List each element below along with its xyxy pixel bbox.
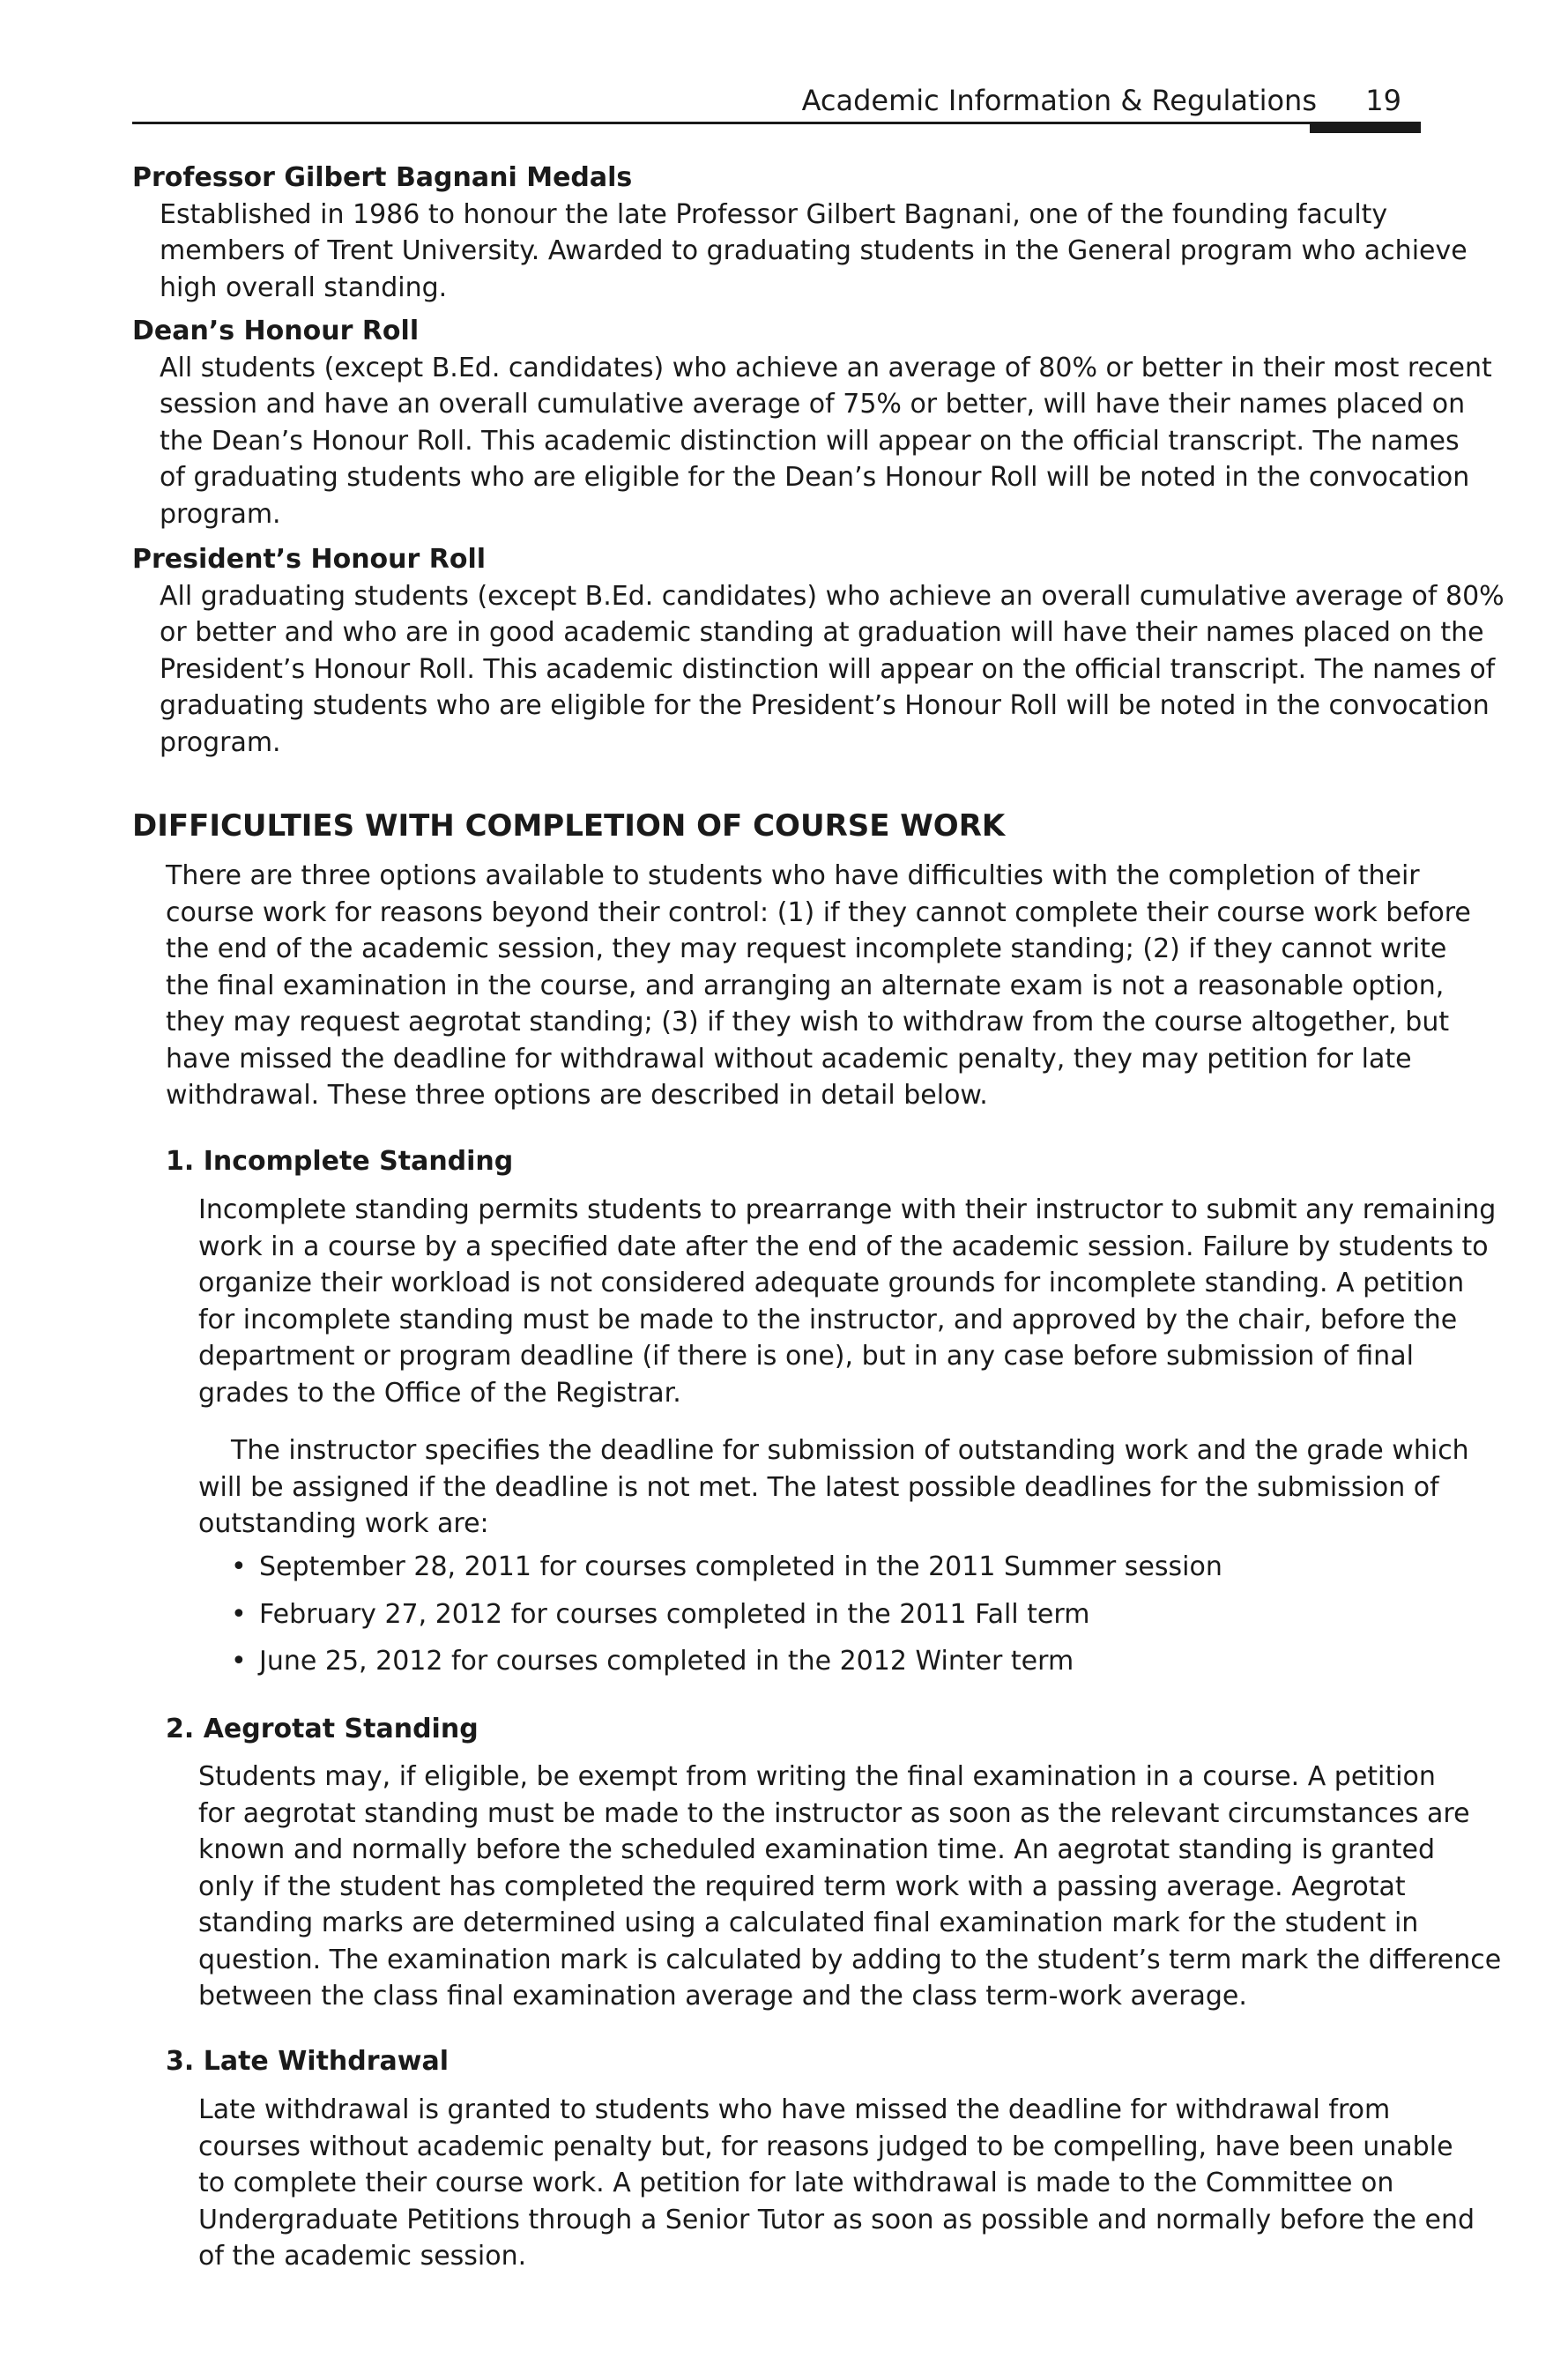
text-line: standing marks are determined using a calculated final examination mark for the student in <box>198 1908 1419 1938</box>
text-line: between the class final examination average and the class term-work average. <box>198 1981 1247 2012</box>
header-tab-marker <box>1310 122 1421 133</box>
text-line: The instructor specifies the deadline for submission of outstanding work and the grade which <box>231 1435 1469 1466</box>
list-item <box>226 1549 1222 1586</box>
text-line: of graduating students who are eligible for the Dean’s Honour Roll will be noted in the convocation <box>160 462 1470 493</box>
deadline-text: September 28, 2011 for courses completed in the 2011 Summer session <box>259 1551 1222 1582</box>
list-item <box>226 1643 1222 1680</box>
text-line: for aegrotat standing must be made to the instructor as soon as the relevant circumstances are <box>198 1797 1470 1829</box>
award-bagnani-medals <box>132 160 1468 306</box>
running-header <box>132 81 1421 123</box>
text-line: graduating students who are eligible for the President’s Honour Roll will be noted in the convocation <box>160 690 1490 721</box>
text-line: will be assigned if the deadline is not met. The latest possible deadlines for the submission of <box>198 1471 1439 1503</box>
deadline-text: June 25, 2012 for courses completed in the 2012 Winter term <box>259 1646 1074 1677</box>
subsection-heading-late-withdrawal: 3. Late Withdrawal <box>166 2046 450 2077</box>
deadline-list <box>226 1549 1222 1691</box>
bullet-glyph: • <box>231 1551 247 1582</box>
section-intro <box>166 858 1471 1114</box>
award-heading: President’s Honour Roll <box>132 544 487 575</box>
list-item <box>226 1596 1222 1633</box>
text-line: the final examination in the course, and arranging an alternate exam is not a reasonable option, <box>166 970 1445 1001</box>
text-line: All graduating students (except B.Ed. candidates) who achieve an overall cumulative average of 80% <box>160 580 1505 612</box>
award-heading: Dean’s Honour Roll <box>132 316 420 346</box>
text-line: the Dean’s Honour Roll. This academic distinction will appear on the official transcript. The names <box>160 425 1460 457</box>
text-line: known and normally before the scheduled examination time. An aegrotat standing is granted <box>198 1834 1436 1865</box>
deadline-text: February 27, 2012 for courses completed in the 2011 Fall term <box>259 1598 1090 1630</box>
award-presidents-honour-roll <box>132 541 1505 761</box>
text-line: they may request aegrotat standing; (3) if they wish to withdraw from the course altogether, but <box>166 1007 1450 1038</box>
text-line: to complete their course work. A petition for late withdrawal is made to the Committee on <box>198 2168 1394 2198</box>
text-line: Undergraduate Petitions through a Senior Tutor as soon as possible and normally before the end <box>198 2204 1475 2235</box>
text-line: the end of the academic session, they may request incomplete standing; (2) if they cannot write <box>166 933 1447 964</box>
text-line: session and have an overall cumulative average of 75% or better, will have their names placed on <box>160 389 1466 420</box>
subsection-heading-incomplete: 1. Incomplete Standing <box>166 1146 514 1177</box>
text-line: Late withdrawal is granted to students who have missed the deadline for withdrawal from <box>198 2094 1391 2125</box>
header-title: Academic Information & Regulations <box>801 84 1317 117</box>
text-line: course work for reasons beyond their control: (1) if they cannot complete their course work before <box>166 896 1471 928</box>
late-withdrawal-para <box>198 2092 1475 2275</box>
text-line: Students may, if eligible, be exempt from writing the final examination in a course. A petition <box>198 1761 1436 1792</box>
header-rule <box>132 122 1421 124</box>
text-line: members of Trent University. Awarded to graduating students in the General program who achieve <box>160 235 1468 266</box>
text-line: Incomplete standing permits students to prearrange with their instructor to submit any remaining <box>198 1194 1497 1225</box>
text-line: of the academic session. <box>198 2241 527 2272</box>
bullet-glyph: • <box>231 1646 247 1677</box>
subsection-heading-aegrotat: 2. Aegrotat Standing <box>166 1714 479 1744</box>
text-line: There are three options available to students who have difficulties with the completion of their <box>166 860 1420 891</box>
text-line: work in a course by a specified date after the end of the academic session. Failure by students to <box>198 1231 1489 1262</box>
page-number: 19 <box>1365 84 1401 117</box>
incomplete-para-2 <box>198 1432 1469 1543</box>
text-line: program. <box>160 498 281 530</box>
award-heading: Professor Gilbert Bagnani Medals <box>132 162 633 193</box>
text-line: have missed the deadline for withdrawal without academic penalty, they may petition for late <box>166 1043 1412 1075</box>
text-line: only if the student has completed the required term work with a passing average. Aegrotat <box>198 1871 1406 1902</box>
text-line: Established in 1986 to honour the late Professor Gilbert Bagnani, one of the founding faculty <box>160 198 1388 230</box>
incomplete-para-1 <box>198 1192 1496 1411</box>
text-line: grades to the Office of the Registrar. <box>198 1377 681 1409</box>
text-line: high overall standing. <box>160 271 448 303</box>
text-line: department or program deadline (if there is one), but in any case before submission of final <box>198 1341 1414 1372</box>
aegrotat-para <box>198 1759 1501 2015</box>
text-line: question. The examination mark is calculated by adding to the student’s term mark the difference <box>198 1944 1502 1975</box>
text-line: program. <box>160 726 281 758</box>
text-line: President’s Honour Roll. This academic distinction will appear on the official transcript. The names of <box>160 653 1496 685</box>
bullet-glyph: • <box>231 1598 247 1630</box>
text-line: organize their workload is not considered adequate grounds for incomplete standing. A petition <box>198 1268 1465 1298</box>
text-line: courses without academic penalty but, for reasons judged to be compelling, have been unable <box>198 2131 1453 2162</box>
award-deans-honour-roll <box>132 313 1492 532</box>
section-heading: DIFFICULTIES WITH COMPLETION OF COURSE WORK <box>132 808 1006 844</box>
text-line: outstanding work are: <box>198 1508 489 1539</box>
text-line: for incomplete standing must be made to the instructor, and approved by the chair, before the <box>198 1304 1458 1335</box>
text-line: or better and who are in good academic standing at graduation will have their names placed on the <box>160 617 1484 648</box>
text-line: All students (except B.Ed. candidates) who achieve an average of 80% or better in their most recent <box>160 352 1492 383</box>
text-line: withdrawal. These three options are described in detail below. <box>166 1080 988 1111</box>
